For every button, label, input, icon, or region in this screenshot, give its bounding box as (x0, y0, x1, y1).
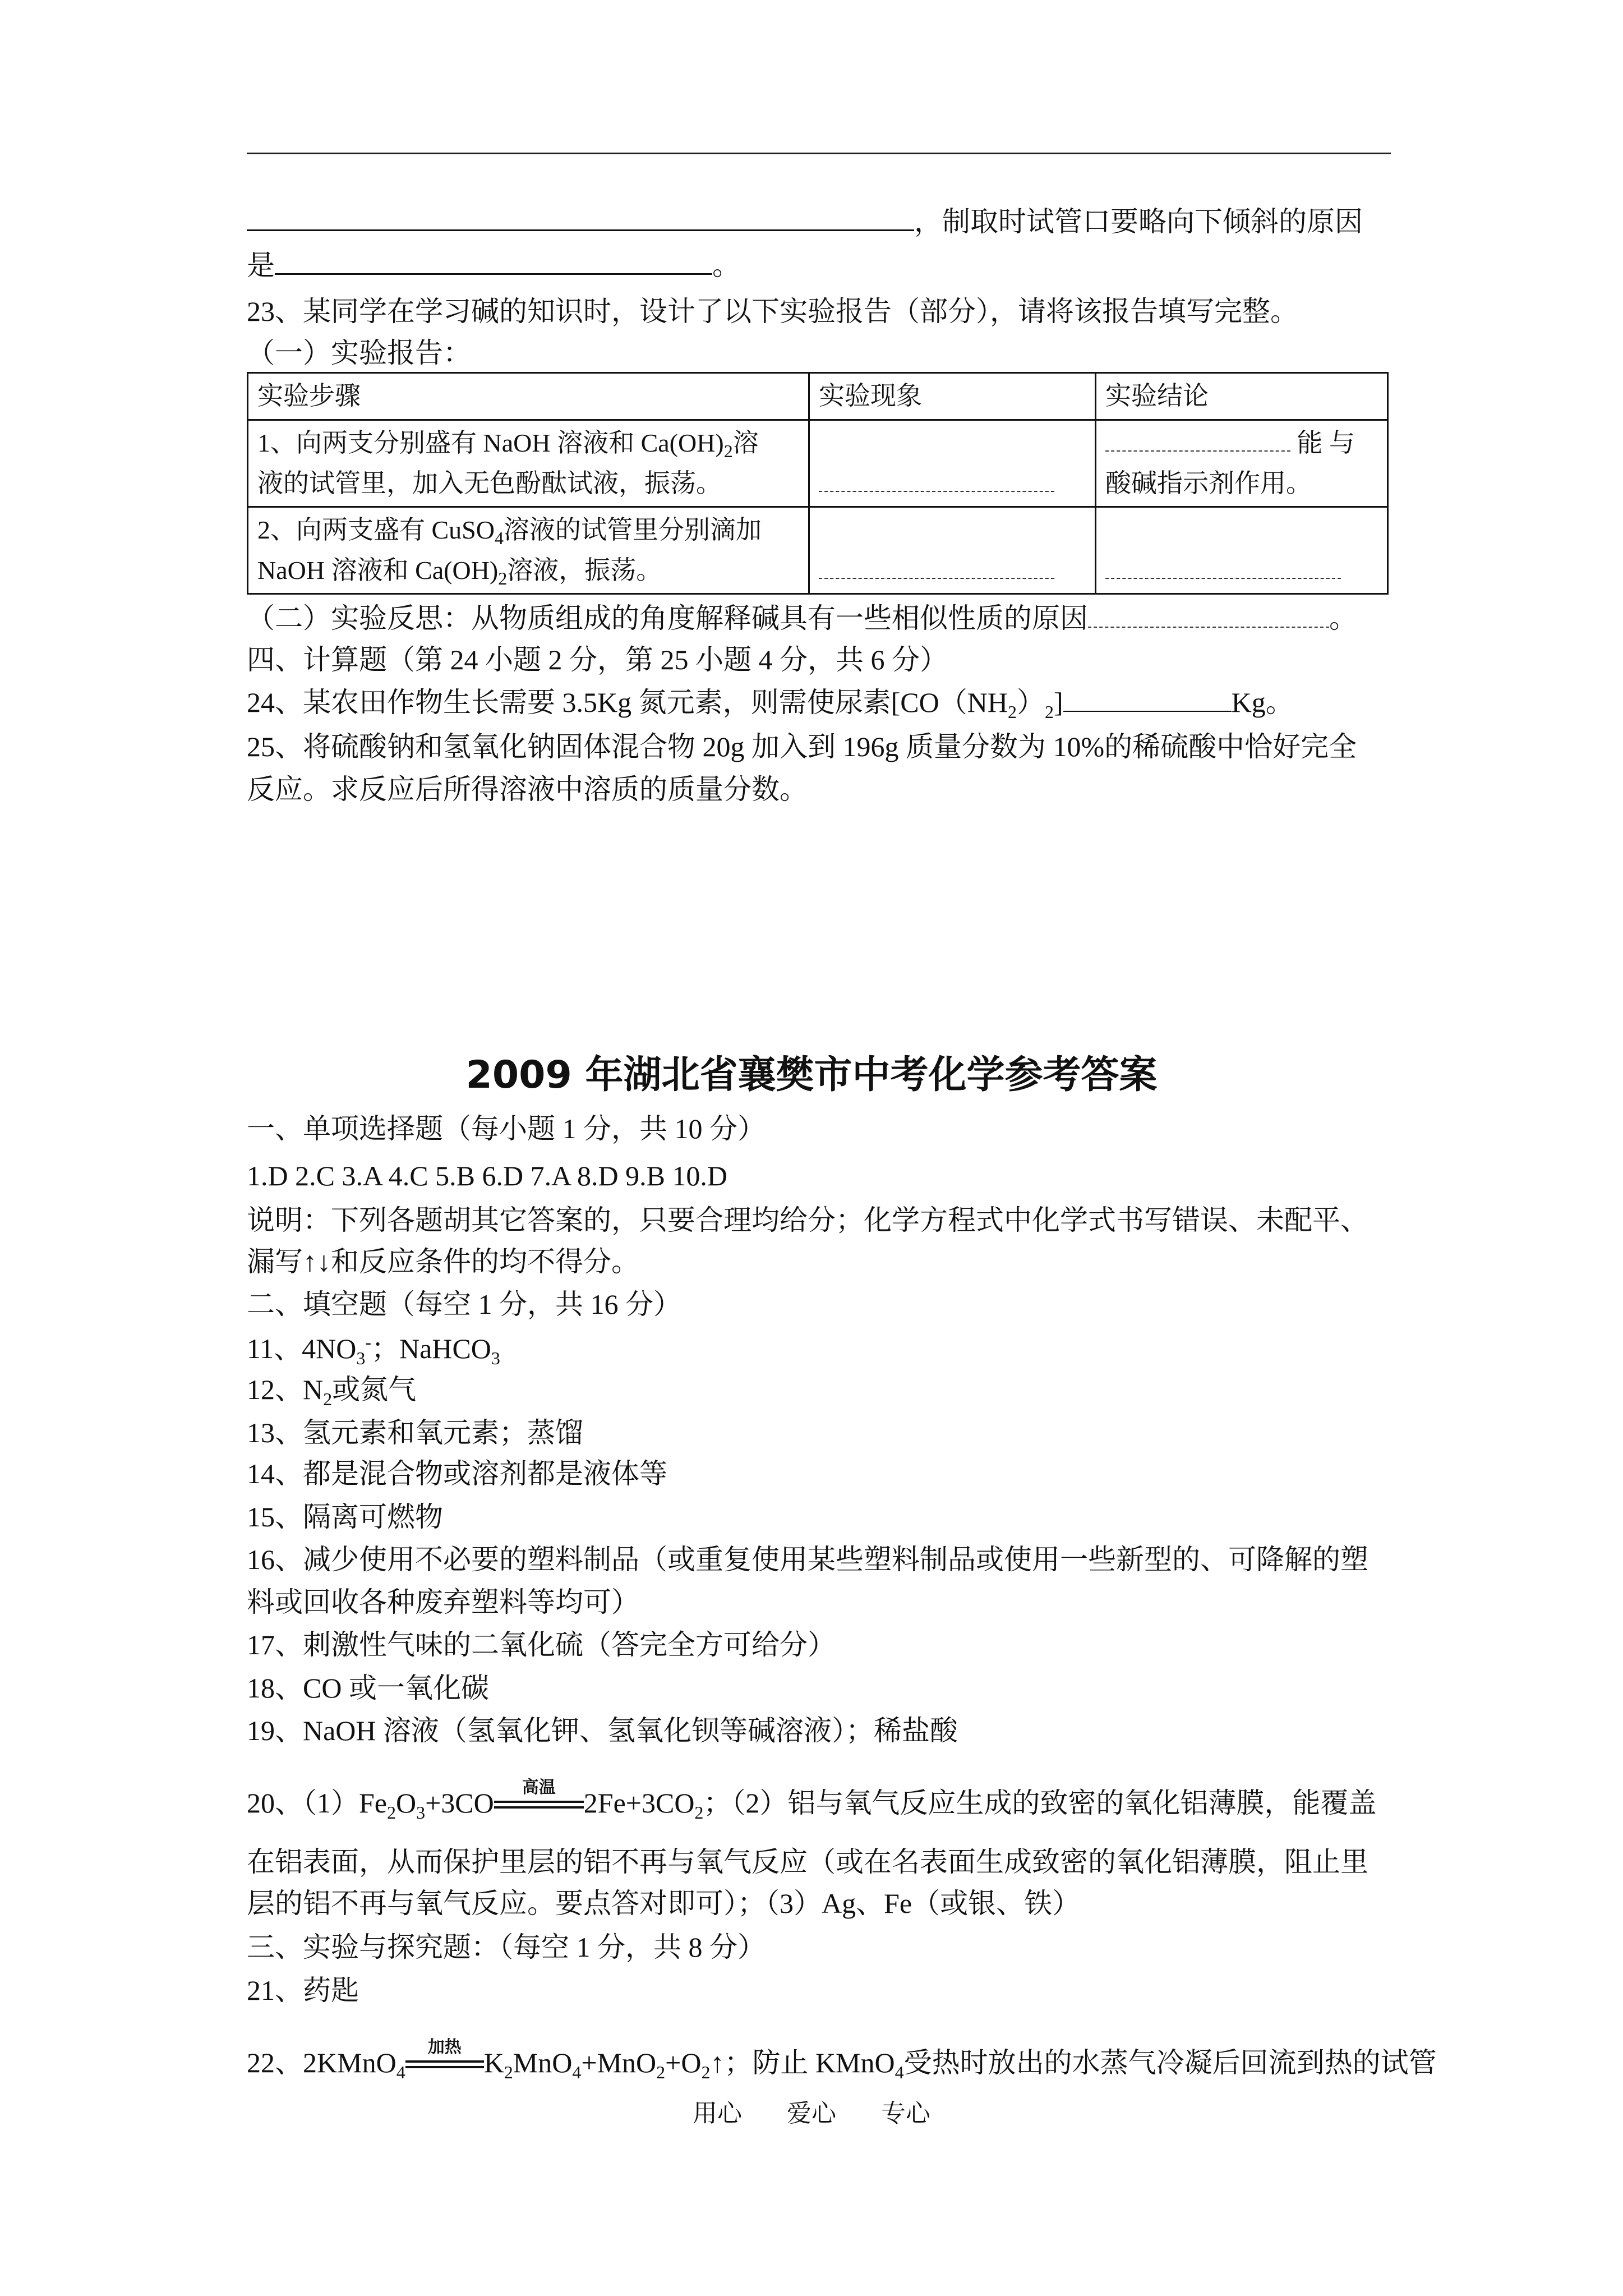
q24: 24、某农田作物生长需要 3.5Kg 氮元素，则需使尿素$[CO(NH_2)_2]$ Kg。 (247, 687, 1294, 722)
row2-phenomenon[interactable] (809, 507, 1096, 594)
answer-title: 2009 年湖北省襄樊市中考化学参考答案 (465, 1053, 1158, 1097)
q25-line2: 反应。求反应后所得溶液中溶质的质量分数。 (247, 774, 808, 805)
row1-conclusion[interactable]: 能 与 酸碱指示剂作用。 (1096, 420, 1388, 507)
answer-16-line1: 16、减少使用不必要的塑料制品（或重复使用某些塑料制品或使用一些新型的、可降解的塑 (247, 1544, 1368, 1575)
header-conclusion: 实验结论 (1096, 373, 1388, 420)
row2-step: 2、向两支盛有 CuSO$_4$溶液的试管里分别滴加 NaOH 溶液和 $Ca(OH)_2$溶液，振荡。 (248, 507, 809, 594)
answer-18: 18、CO 或一氧化碳 (247, 1672, 489, 1704)
header-steps: 实验步骤 (248, 373, 809, 420)
answer-19: 19、NaOH 溶液（氢氧化钾、氢氧化钡等碱溶液）；稀盐酸 (247, 1715, 958, 1746)
note-line1: 说明：下列各题胡其它答案的，只要合理均给分；化学方程式中化学式书写错误、未配平、 (247, 1204, 1368, 1236)
answer-20-line2: 在铝表面，从而保护里层的铝不再与氧气反应（或在名表面生成致密的氧化铝薄膜，阻止里 (247, 1846, 1368, 1878)
table-row (248, 507, 1388, 594)
section-2-heading: 二、填空题（每空 1 分，共 16 分） (247, 1289, 681, 1320)
q23-part2: （二）实验反思：从物质组成的角度解释碱具有一些相似性质的原因 。 (247, 602, 1357, 634)
answer-16-line2: 料或回收各种废弃塑料等均可） (247, 1586, 639, 1618)
footer-text: 爱心 (787, 2100, 836, 2127)
q25-line1: 25、将硫酸钠和氢氧化钠固体混合物 20g 加入到 196g 质量分数为 10%的稀硫酸中恰好完全 (247, 731, 1357, 762)
row2-conclusion[interactable] (1096, 507, 1388, 594)
row1-phenomenon[interactable] (809, 420, 1096, 507)
reaction-condition-high-temp: 高温 (494, 1801, 584, 1812)
answer-11: 11、$4NO_3^-$；NaHCO$_3$ (247, 1332, 500, 1368)
q23-part1: （一）实验报告： (247, 337, 471, 369)
answer-blank[interactable] (1063, 686, 1232, 712)
header-rule (247, 153, 1391, 154)
page-footer (0, 2098, 1623, 2129)
experiment-report-table (247, 372, 1389, 595)
q22-prefix: 是 (247, 250, 275, 281)
answer-14: 14、都是混合物或溶剂都是液体等 (247, 1458, 667, 1489)
footer-text: 用心 (693, 2100, 742, 2127)
answer-13: 13、氢元素和氧元素；蒸馏 (247, 1417, 583, 1448)
answer-21: 21、药匙 (247, 1975, 359, 2006)
answer-17: 17、刺激性气味的二氧化硫（答完全方可给分） (247, 1629, 836, 1660)
reaction-condition-heat: 加热 (405, 2060, 484, 2072)
q22-end: 。 (712, 250, 740, 281)
header-phenomenon: 实验现象 (809, 373, 1096, 420)
footer-text: 专心 (881, 2100, 930, 2127)
answer-20-line1: 20、$(1)Fe_2O_3+3CO$ 高温 $2Fe+3CO_2$；（2）铝与氧气反应生成的致密的氧化铝薄膜，能覆盖 (247, 1778, 1377, 1823)
choice-answers: 1.D 2.C 3.A 4.C 5.B 6.D 7.A 8.D 9.B 10.D (247, 1160, 728, 1191)
q23-stem: 23、某同学在学习碱的知识时，设计了以下实验报告（部分），请将该报告填写完整。 (247, 296, 1298, 327)
table-header-row (248, 373, 1388, 420)
answer-22: 22、2KMnO$_4$ 加热 $K_2MnO_4+MnO_2+O_2↑$；防止 KMnO$_4$受热时放出的水蒸气冷凝后回流到热的试管 (247, 2037, 1437, 2082)
answer-blank[interactable] (275, 249, 712, 275)
section-3-heading: 三、实验与探究题：（每空 1 分，共 8 分） (247, 1931, 766, 1963)
section-1-heading: 一、单项选择题（每小题 1 分，共 10 分） (247, 1113, 766, 1144)
note-line2: 漏写↑↓和反应条件的均不得分。 (247, 1246, 639, 1277)
answer-blank[interactable] (1088, 602, 1329, 628)
q22-text: ，制取时试管口要略向下倾斜的原因 (914, 206, 1363, 237)
answer-blank[interactable] (247, 205, 914, 231)
answer-12: 12、$N_2$或氮气 (247, 1374, 417, 1409)
section-4-heading: 四、计算题（第 24 小题 2 分，第 25 小题 4 分，共 6 分） (247, 644, 948, 675)
table-row (248, 420, 1388, 507)
answer-15: 15、隔离可燃物 (247, 1501, 443, 1533)
answer-20-line3: 层的铝不再与氧气反应。要点答对即可）；（3）Ag、Fe（或银、铁） (247, 1888, 1081, 1919)
q22-line2 (247, 249, 740, 282)
row1-step: 1、向两支分别盛有 NaOH 溶液和 $Ca(OH)_2$溶 液的试管里，加入无色酚酞试液，振荡。 (248, 420, 809, 507)
q22-continued (247, 205, 1363, 238)
